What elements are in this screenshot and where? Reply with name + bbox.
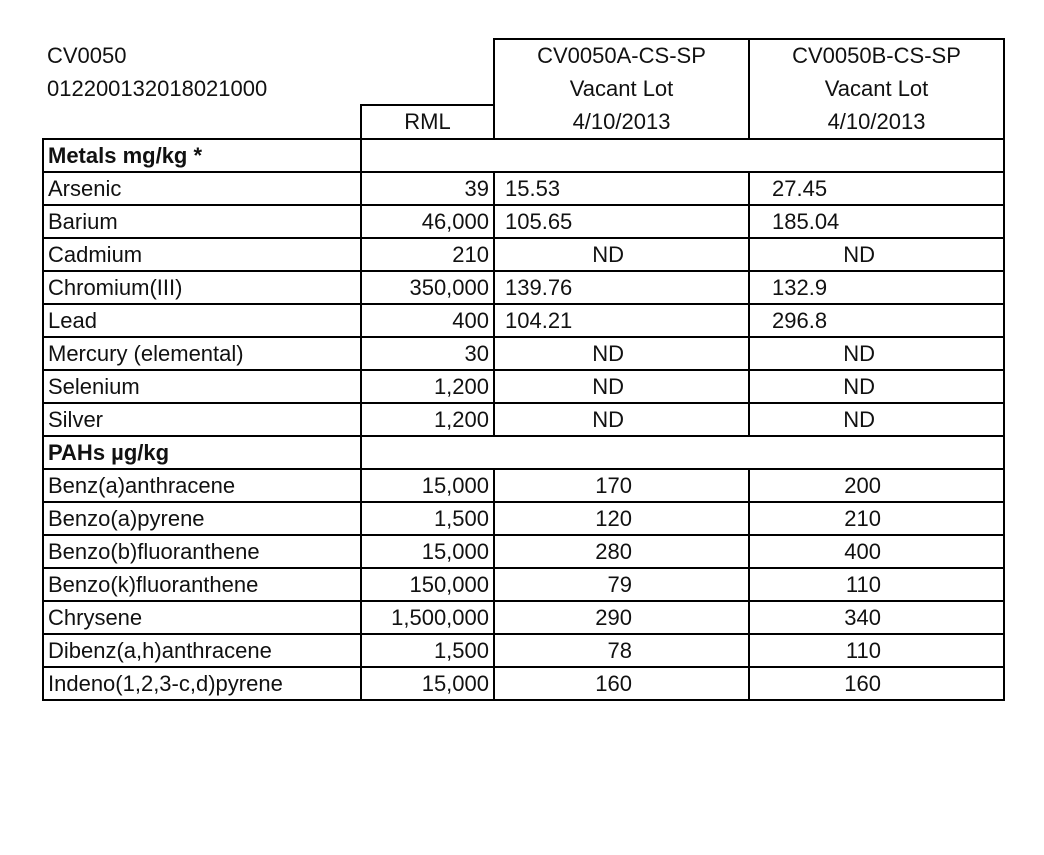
table-row	[43, 238, 1004, 271]
sample-b-value: 210	[749, 502, 1004, 535]
rml-value: 150,000	[361, 568, 494, 601]
analyte-name: Chromium(III)	[43, 271, 361, 304]
sample-b-location: Vacant Lot	[749, 72, 1004, 105]
sample-a-value: ND	[494, 337, 749, 370]
analyte-name: Cadmium	[43, 238, 361, 271]
sample-b-value: 185.04	[749, 205, 1004, 238]
parcel-id: 012200132018021000	[47, 75, 268, 101]
results-table-container	[42, 38, 1005, 701]
rml-value: 39	[361, 172, 494, 205]
table-row	[43, 568, 1004, 601]
sample-a-value: ND	[494, 370, 749, 403]
table-row	[43, 205, 1004, 238]
sample-a-value: ND	[494, 403, 749, 436]
sample-a-value: 120	[494, 502, 749, 535]
section-row-metals	[43, 139, 1004, 172]
section-label-metals: Metals mg/kg *	[43, 139, 361, 172]
sample-a-value: 78	[494, 634, 749, 667]
sample-b-value: ND	[749, 337, 1004, 370]
sample-b-value: ND	[749, 370, 1004, 403]
sample-a-value: 160	[494, 667, 749, 700]
rml-value: 210	[361, 238, 494, 271]
sample-b-value: ND	[749, 403, 1004, 436]
analyte-name: Barium	[43, 205, 361, 238]
sample-a-date: 4/10/2013	[494, 105, 749, 139]
rml-value: 15,000	[361, 667, 494, 700]
section-row-pahs	[43, 436, 1004, 469]
sample-b-value: 110	[749, 634, 1004, 667]
sample-b-date: 4/10/2013	[749, 105, 1004, 139]
table-row	[43, 469, 1004, 502]
sample-a-value: 79	[494, 568, 749, 601]
table-row	[43, 601, 1004, 634]
analyte-name: Indeno(1,2,3-c,d)pyrene	[43, 667, 361, 700]
sample-a-value: 170	[494, 469, 749, 502]
rml-value: 1,500	[361, 634, 494, 667]
rml-value: 46,000	[361, 205, 494, 238]
analyte-name: Benzo(b)fluoranthene	[43, 535, 361, 568]
analyte-name: Benz(a)anthracene	[43, 469, 361, 502]
rml-value: 30	[361, 337, 494, 370]
sample-a-value: 105.65	[494, 205, 749, 238]
table-row	[43, 304, 1004, 337]
analyte-name: Dibenz(a,h)anthracene	[43, 634, 361, 667]
table-row	[43, 172, 1004, 205]
table-row	[43, 370, 1004, 403]
header-row-1	[43, 39, 1004, 72]
rml-value: 350,000	[361, 271, 494, 304]
rml-value: 15,000	[361, 469, 494, 502]
sample-a-value: 280	[494, 535, 749, 568]
analyte-name: Arsenic	[43, 172, 361, 205]
analyte-name: Benzo(k)fluoranthene	[43, 568, 361, 601]
results-table	[42, 38, 1005, 701]
analyte-name: Selenium	[43, 370, 361, 403]
rml-value: 1,500,000	[361, 601, 494, 634]
table-row	[43, 271, 1004, 304]
sample-b-id: CV0050B-CS-SP	[749, 39, 1004, 72]
table-row	[43, 337, 1004, 370]
sample-a-location: Vacant Lot	[494, 72, 749, 105]
sample-a-value: 290	[494, 601, 749, 634]
sample-b-value: 160	[749, 667, 1004, 700]
rml-value: 1,200	[361, 370, 494, 403]
rml-value: 400	[361, 304, 494, 337]
sample-a-value: 104.21	[494, 304, 749, 337]
analyte-name: Silver	[43, 403, 361, 436]
analyte-name: Chrysene	[43, 601, 361, 634]
sample-a-value: 15.53	[494, 172, 749, 205]
sample-b-value: 296.8	[749, 304, 1004, 337]
sample-b-value: 200	[749, 469, 1004, 502]
sample-b-value: 27.45	[749, 172, 1004, 205]
sample-b-value: 340	[749, 601, 1004, 634]
header-blank	[361, 39, 494, 72]
section-label-pahs: PAHs µg/kg	[43, 436, 361, 469]
sample-a-id: CV0050A-CS-SP	[494, 39, 749, 72]
sample-a-value: ND	[494, 238, 749, 271]
rml-value: 1,500	[361, 502, 494, 535]
rml-value: 15,000	[361, 535, 494, 568]
table-row	[43, 535, 1004, 568]
rml-value: 1,200	[361, 403, 494, 436]
analyte-name: Lead	[43, 304, 361, 337]
header-row-3	[43, 105, 1004, 139]
sample-b-value: 400	[749, 535, 1004, 568]
site-id: CV0050	[47, 42, 127, 68]
sample-b-value: 132.9	[749, 271, 1004, 304]
sample-a-value: 139.76	[494, 271, 749, 304]
header-blank	[43, 105, 361, 139]
analyte-name: Benzo(a)pyrene	[43, 502, 361, 535]
table-row	[43, 403, 1004, 436]
table-row	[43, 502, 1004, 535]
sample-b-value: 110	[749, 568, 1004, 601]
header-row-2	[43, 72, 1004, 105]
header-blank	[361, 72, 494, 105]
rml-header: RML	[361, 105, 494, 139]
analyte-name: Mercury (elemental)	[43, 337, 361, 370]
sample-b-value: ND	[749, 238, 1004, 271]
table-row	[43, 667, 1004, 700]
table-row	[43, 634, 1004, 667]
